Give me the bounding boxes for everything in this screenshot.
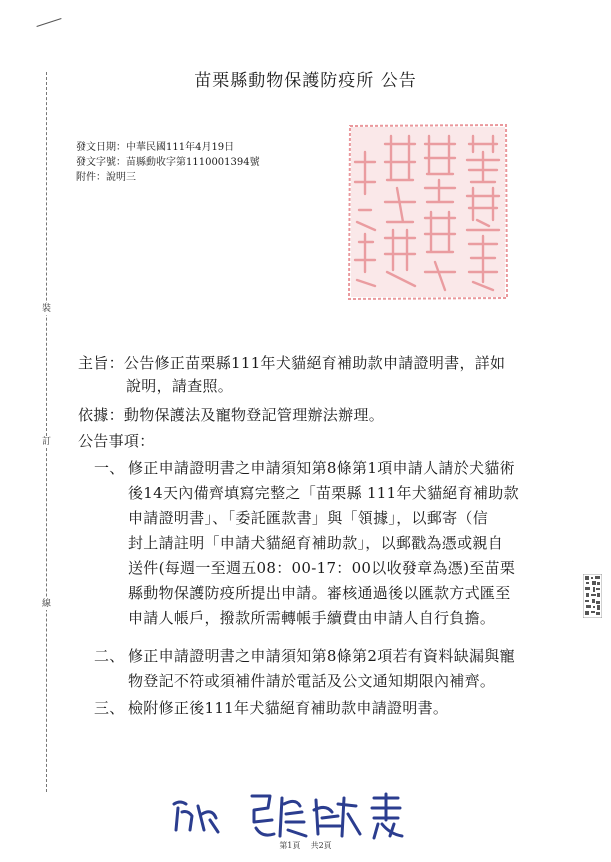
notice-item-3-number: 三、 xyxy=(94,699,125,717)
side-qr-code xyxy=(583,574,602,618)
notice-item-1-line: 縣動物保護防疫所提出申請。審核通過後以匯款方式匯至 xyxy=(128,584,511,602)
page-footer xyxy=(0,840,611,851)
binding-char-mid: 訂 xyxy=(41,437,51,447)
meta-attachment-value: 說明三 xyxy=(106,172,136,183)
meta-attachment-label: 附件： xyxy=(76,172,106,183)
meta-date-label: 發文日期： xyxy=(76,142,126,153)
basis-text: 動物保護法及寵物登記管理辦法辦理。 xyxy=(123,406,385,424)
notice-item-1-number: 一、 xyxy=(94,459,125,477)
basis-paragraph xyxy=(78,404,548,427)
notice-item-2-line: 修正申請證明書之申請須知第8條第2項若有資料缺漏與寵 xyxy=(128,647,515,665)
meta-date-value: 中華民國111年4月19日 xyxy=(126,142,235,153)
meta-attachment xyxy=(76,170,260,185)
notice-item-3-line: 檢附修正後111年犬貓絕育補助款申請證明書。 xyxy=(128,699,449,717)
notice-item-1-line: 修正申請證明書之申請須知第8條第1項申請人請於犬貓術 xyxy=(128,459,515,477)
document-title: 苗栗縣動物保護防疫所 公告 xyxy=(194,71,417,91)
meta-ref xyxy=(76,155,260,170)
subject-line-2: 說明，請查照。 xyxy=(126,377,234,395)
meta-ref-label: 發文字號： xyxy=(76,157,126,168)
page-separator xyxy=(303,841,308,850)
meta-date xyxy=(76,140,260,155)
notice-item-1-line: 申請人帳戶，撥款所需轉帳手續費由申請人自行負擔。 xyxy=(128,609,496,627)
corner-mark xyxy=(36,18,61,27)
page-total: 共2頁 xyxy=(310,841,332,850)
subject-label: 主旨： xyxy=(78,354,124,372)
notice-item-1-line: 封上請註明「申請犬貓絕育補助款」，以郵戳為憑或親自 xyxy=(128,534,504,552)
notice-item-1-line: 申請證明書」、「委託匯款書」與「領據」，以郵寄（信 xyxy=(128,509,489,527)
page-current: 第1頁 xyxy=(279,841,301,850)
subject-paragraph xyxy=(78,352,548,398)
document-meta xyxy=(76,140,260,185)
binding-line xyxy=(46,72,47,792)
basis-label: 依據： xyxy=(78,406,124,424)
director-signature xyxy=(168,790,408,842)
meta-ref-value: 苗縣動收字第1110001394號 xyxy=(126,157,260,168)
notice-item-2-number: 二、 xyxy=(94,647,125,665)
binding-char-bottom: 線 xyxy=(41,599,51,609)
notice-item-1-line: 後14天內備齊填寫完整之「苗栗縣 111年犬貓絕育補助款 xyxy=(128,484,519,502)
notice-item-1 xyxy=(94,456,564,631)
notice-heading: 公告事項： xyxy=(78,432,155,450)
subject-first-line xyxy=(78,354,505,372)
notice-item-2 xyxy=(94,644,564,694)
official-seal xyxy=(345,122,511,302)
notice-item-1-line: 送件(每週一至週五08：00-17：00以收發章為憑)至苗栗 xyxy=(128,559,516,577)
notice-item-2-line: 物登記不符或須補件請於電話及公文通知期限內補齊。 xyxy=(128,672,496,690)
notice-item-3 xyxy=(94,696,564,721)
subject-line-1: 公告修正苗栗縣111年犬貓絕育補助款申請證明書，詳如 xyxy=(123,354,506,372)
binding-char-top: 裝 xyxy=(41,304,51,314)
